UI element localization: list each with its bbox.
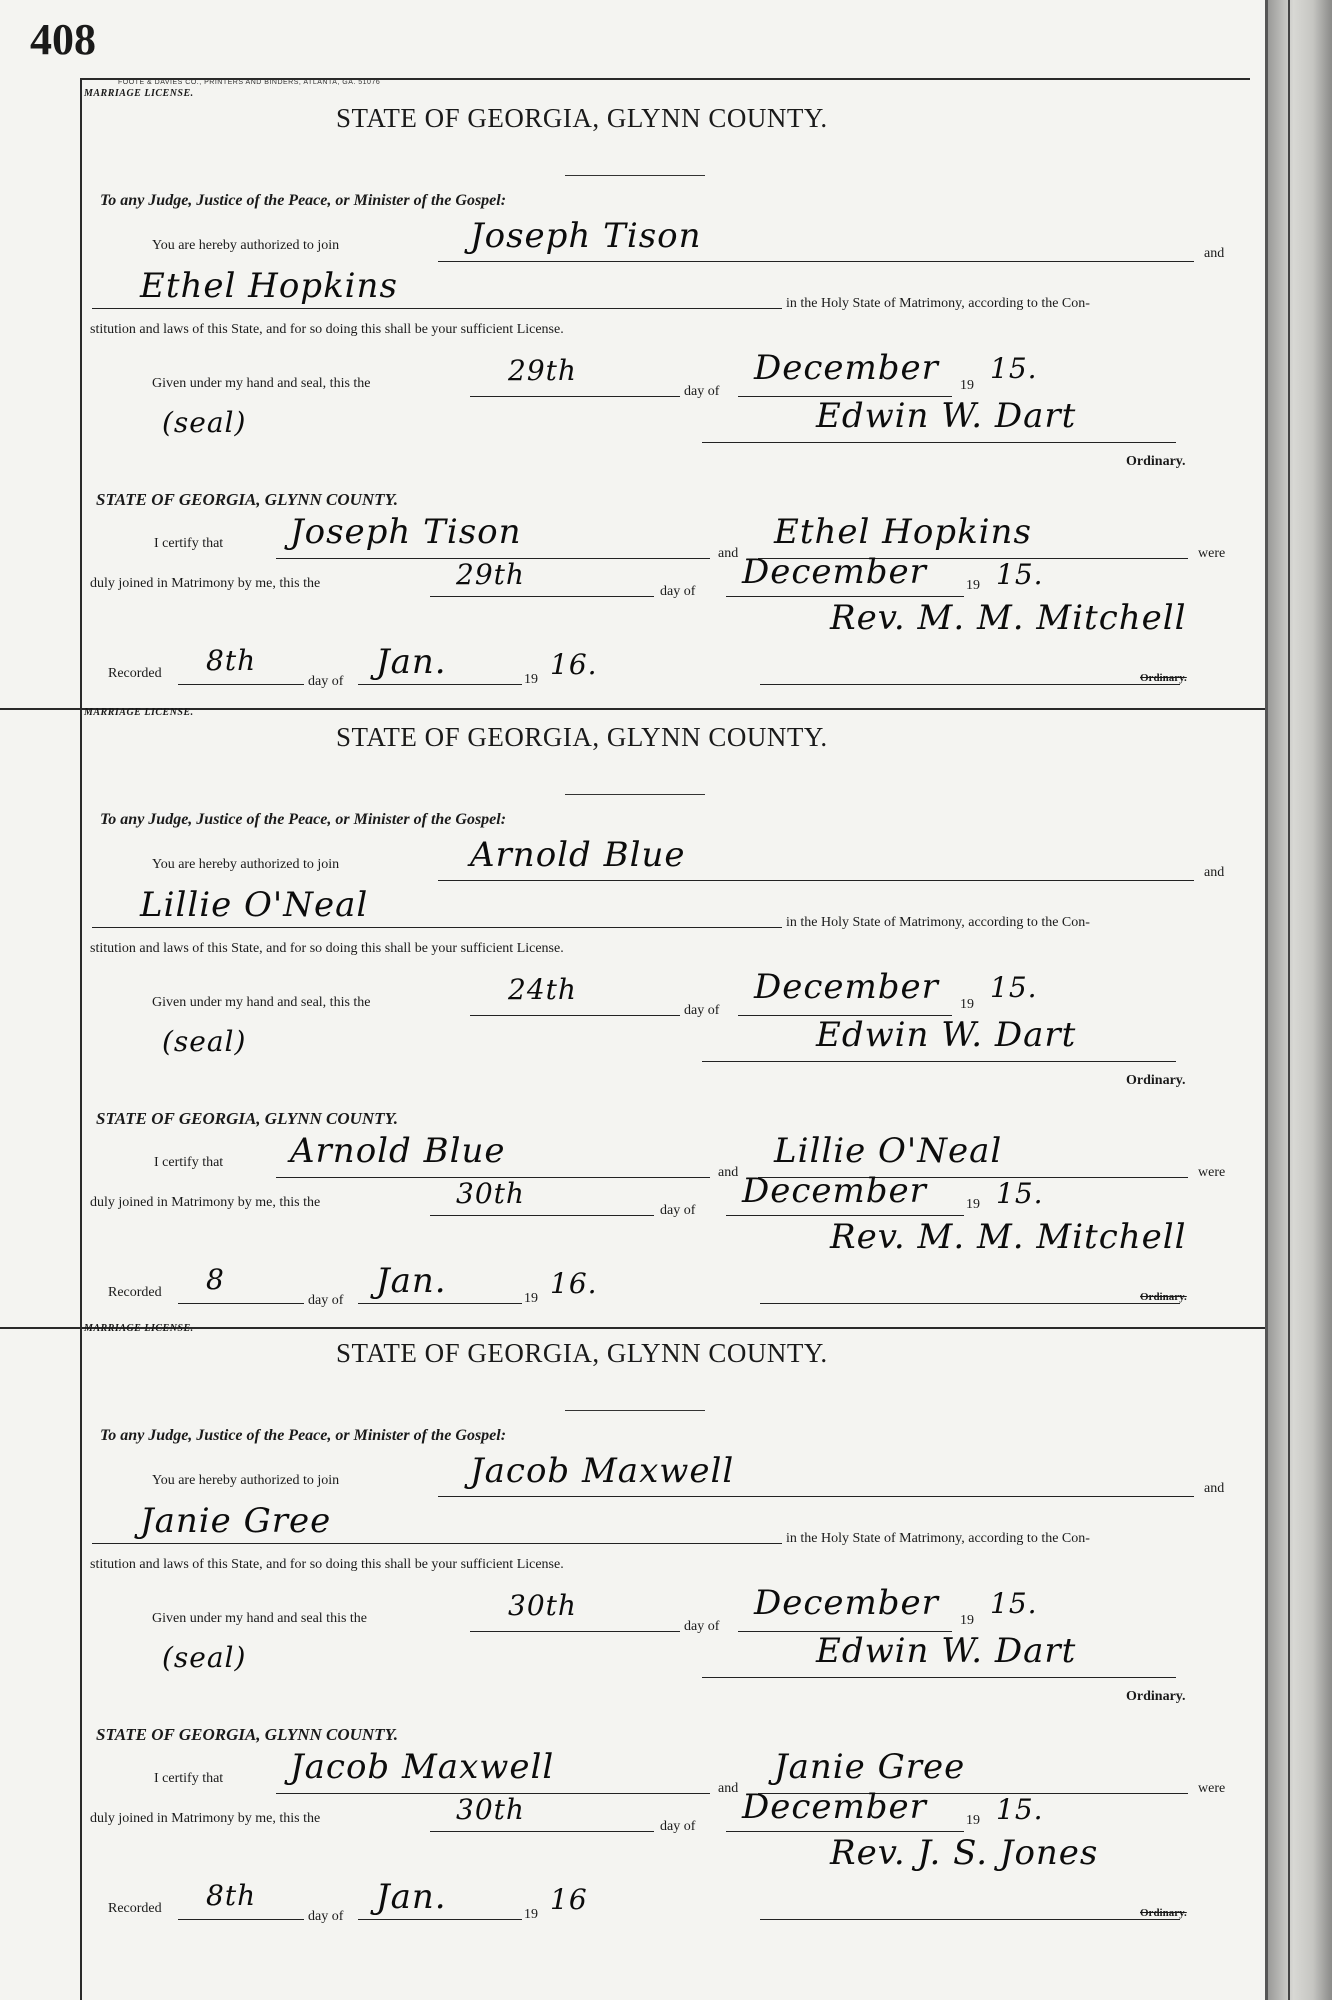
and-text: and: [1204, 1481, 1225, 1496]
bride-name: Janie Gree: [140, 1501, 332, 1541]
ordinary-label: Ordinary.: [1126, 1689, 1186, 1704]
recorded-day-of-text: day of: [308, 1909, 344, 1924]
license-day: 29th: [508, 354, 577, 387]
cert-bride-name: Lillie O'Neal: [774, 1131, 1003, 1171]
page-number: 408: [30, 15, 96, 64]
officiant-signature: Rev. M. M. Mitchell: [830, 598, 1187, 638]
cert-groom-name: Jacob Maxwell: [290, 1747, 555, 1787]
cert-bride-name: Janie Gree: [774, 1747, 966, 1787]
bride-name: Ethel Hopkins: [140, 266, 398, 306]
married-month: December: [742, 552, 927, 592]
married-day: 30th: [456, 1177, 525, 1210]
recorded-day-of-text: day of: [308, 674, 344, 689]
recorded-year: 16.: [550, 648, 598, 681]
ordinary-label: Ordinary.: [1126, 454, 1186, 469]
day-of-text: day of: [684, 1003, 720, 1018]
married-month: December: [742, 1787, 927, 1827]
cert-and-text: and: [718, 546, 739, 561]
day-of-text: day of: [684, 384, 720, 399]
married-day: 29th: [456, 558, 525, 591]
seal-mark: (seal): [162, 406, 247, 439]
officiant-signature: Rev. M. M. Mitchell: [830, 1217, 1187, 1257]
license-day: 30th: [508, 1589, 577, 1622]
left-margin-rule: [80, 78, 82, 2000]
certify-text: I certify that: [154, 1771, 224, 1786]
recorded-day: 8th: [206, 644, 257, 677]
license-year: 15.: [990, 352, 1038, 385]
license-year: 15.: [990, 971, 1038, 1004]
authorized-text: You are hereby authorized to join: [152, 1473, 340, 1488]
married-month: December: [742, 1171, 927, 1211]
duly-joined-text: duly joined in Matrimony by me, this the: [90, 1195, 321, 1210]
certificate-heading: STATE OF GEORGIA, GLYNN COUNTY.: [96, 490, 398, 509]
license-label: MARRIAGE LICENSE.: [84, 88, 194, 99]
license-heading: STATE OF GEORGIA, GLYNN COUNTY.: [336, 1338, 828, 1368]
license-month: December: [754, 967, 939, 1007]
ordinary-signature: Edwin W. Dart: [816, 1631, 1077, 1671]
recorded-year-prefix: 19: [524, 672, 538, 687]
recorded-day-of-text: day of: [308, 1293, 344, 1308]
license-month: December: [754, 348, 939, 388]
cert-year-prefix: 19: [966, 578, 980, 593]
holy-state-text: in the Holy State of Matrimony, according to the Con-: [786, 915, 1090, 930]
cert-day-of-text: day of: [660, 1819, 696, 1834]
certify-text: I certify that: [154, 1155, 224, 1170]
groom-name: Joseph Tison: [470, 216, 702, 256]
license-heading: STATE OF GEORGIA, GLYNN COUNTY.: [336, 103, 828, 133]
married-year: 15.: [996, 1177, 1044, 1210]
constitution-text: stitution and laws of this State, and for so doing this shall be your sufficient License.: [90, 1557, 564, 1572]
license-day: 24th: [508, 973, 577, 1006]
recorded-month: Jan.: [376, 642, 447, 682]
recorded-text: Recorded: [108, 666, 162, 681]
were-text: were: [1198, 1781, 1226, 1796]
groom-name: Jacob Maxwell: [470, 1451, 735, 1491]
authorized-text: You are hereby authorized to join: [152, 238, 340, 253]
recorded-year-prefix: 19: [524, 1907, 538, 1922]
recorded-ordinary-label: Ordinary.: [1140, 1907, 1187, 1919]
given-text: Given under my hand and seal this the: [152, 1611, 368, 1626]
constitution-text: stitution and laws of this State, and for so doing this shall be your sufficient License.: [90, 941, 564, 956]
were-text: were: [1198, 1165, 1226, 1180]
heading-rule: [565, 794, 705, 795]
recorded-text: Recorded: [108, 1901, 162, 1916]
ordinary-signature: Edwin W. Dart: [816, 1015, 1077, 1055]
recorded-year: 16.: [550, 1267, 598, 1300]
heading-rule: [565, 1410, 705, 1411]
holy-state-text: in the Holy State of Matrimony, according to the Con-: [786, 296, 1090, 311]
top-rule: [80, 78, 1250, 80]
ordinary-signature: Edwin W. Dart: [816, 396, 1077, 436]
cert-year-prefix: 19: [966, 1197, 980, 1212]
recorded-text: Recorded: [108, 1285, 162, 1300]
married-year: 15.: [996, 558, 1044, 591]
address-line: To any Judge, Justice of the Peace, or Minister of the Gospel:: [100, 192, 507, 209]
printer-imprint: FOOTE & DAVIES CO., PRINTERS AND BINDERS, ATLANTA, GA. 51076: [118, 79, 381, 86]
cert-day-of-text: day of: [660, 584, 696, 599]
and-text: and: [1204, 865, 1225, 880]
recorded-month: Jan.: [376, 1877, 447, 1917]
license-label: MARRIAGE LICENSE.: [84, 1323, 194, 1334]
given-text: Given under my hand and seal, this the: [152, 995, 371, 1010]
license-heading: STATE OF GEORGIA, GLYNN COUNTY.: [336, 722, 828, 752]
year-prefix: 19: [960, 1613, 974, 1628]
married-year: 15.: [996, 1793, 1044, 1826]
recorded-ordinary-label: Ordinary.: [1140, 672, 1187, 684]
bride-name: Lillie O'Neal: [140, 885, 369, 925]
year-prefix: 19: [960, 997, 974, 1012]
year-prefix: 19: [960, 378, 974, 393]
recorded-year: 16: [550, 1883, 588, 1916]
constitution-text: stitution and laws of this State, and for so doing this shall be your sufficient License.: [90, 322, 564, 337]
seal-mark: (seal): [162, 1641, 247, 1674]
certificate-heading: STATE OF GEORGIA, GLYNN COUNTY.: [96, 1725, 398, 1744]
seal-mark: (seal): [162, 1025, 247, 1058]
authorized-text: You are hereby authorized to join: [152, 857, 340, 872]
and-text: and: [1204, 246, 1225, 261]
were-text: were: [1198, 546, 1226, 561]
heading-rule: [565, 175, 705, 176]
recorded-year-prefix: 19: [524, 1291, 538, 1306]
license-year: 15.: [990, 1587, 1038, 1620]
cert-bride-name: Ethel Hopkins: [774, 512, 1032, 552]
holy-state-text: in the Holy State of Matrimony, according to the Con-: [786, 1531, 1090, 1546]
married-day: 30th: [456, 1793, 525, 1826]
ordinary-label: Ordinary.: [1126, 1073, 1186, 1088]
address-line: To any Judge, Justice of the Peace, or Minister of the Gospel:: [100, 1427, 507, 1444]
recorded-ordinary-label: Ordinary.: [1140, 1291, 1187, 1303]
cert-year-prefix: 19: [966, 1813, 980, 1828]
address-line: To any Judge, Justice of the Peace, or Minister of the Gospel:: [100, 811, 507, 828]
book-binding: [1268, 0, 1332, 2000]
cert-day-of-text: day of: [660, 1203, 696, 1218]
officiant-signature: Rev. J. S. Jones: [830, 1833, 1099, 1873]
duly-joined-text: duly joined in Matrimony by me, this the: [90, 576, 321, 591]
recorded-month: Jan.: [376, 1261, 447, 1301]
cert-and-text: and: [718, 1165, 739, 1180]
day-of-text: day of: [684, 1619, 720, 1634]
duly-joined-text: duly joined in Matrimony by me, this the: [90, 1811, 321, 1826]
certificate-heading: STATE OF GEORGIA, GLYNN COUNTY.: [96, 1109, 398, 1128]
license-label: MARRIAGE LICENSE.: [84, 707, 194, 718]
recorded-day: 8: [206, 1263, 225, 1296]
cert-and-text: and: [718, 1781, 739, 1796]
certify-text: I certify that: [154, 536, 224, 551]
license-month: December: [754, 1583, 939, 1623]
cert-groom-name: Arnold Blue: [290, 1131, 506, 1171]
given-text: Given under my hand and seal, this the: [152, 376, 371, 391]
cert-groom-name: Joseph Tison: [290, 512, 522, 552]
groom-name: Arnold Blue: [470, 835, 686, 875]
recorded-day: 8th: [206, 1879, 257, 1912]
